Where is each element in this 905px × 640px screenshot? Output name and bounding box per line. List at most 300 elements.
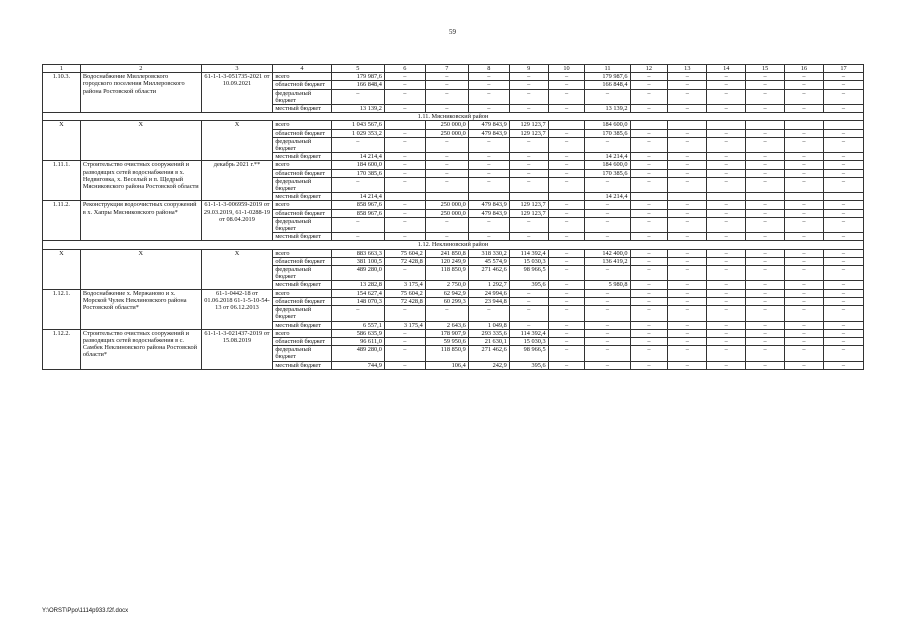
- column-number: 12: [630, 65, 668, 73]
- amount-cell: –: [384, 161, 425, 169]
- amount-cell: –: [630, 161, 668, 169]
- amount-cell: 178 907,9: [425, 329, 468, 337]
- amount-cell: –: [823, 321, 863, 329]
- amount-cell: 75 604,2: [384, 289, 425, 297]
- file-path-footer: Y:\ORST\Ppo\1114p933.f2f.docx: [42, 608, 129, 614]
- amount-cell: [468, 193, 509, 201]
- amount-cell: –: [746, 81, 785, 89]
- amount-cell: –: [785, 266, 824, 281]
- amount-cell: –: [668, 81, 707, 89]
- amount-cell: [785, 121, 824, 129]
- amount-cell: –: [785, 329, 824, 337]
- amount-cell: –: [823, 281, 863, 289]
- amount-cell: –: [384, 329, 425, 337]
- item-id: 1.11.2.: [43, 201, 81, 241]
- amount-cell: –: [468, 161, 509, 169]
- table-row: [43, 161, 864, 169]
- amount-cell: –: [425, 177, 468, 192]
- amount-cell: 114 392,4: [509, 329, 548, 337]
- amount-cell: –: [548, 177, 585, 192]
- amount-cell: –: [331, 89, 384, 104]
- amount-cell: –: [384, 361, 425, 369]
- amount-cell: –: [548, 257, 585, 265]
- amount-cell: –: [823, 217, 863, 232]
- amount-cell: –: [630, 217, 668, 232]
- amount-cell: –: [548, 321, 585, 329]
- amount-cell: –: [668, 249, 707, 257]
- amount-cell: –: [668, 233, 707, 241]
- amount-cell: 489 280,0: [331, 346, 384, 361]
- amount-cell: –: [548, 266, 585, 281]
- amount-cell: [707, 121, 746, 129]
- amount-cell: [630, 193, 668, 201]
- column-number: 5: [331, 65, 384, 73]
- item-name: Водоснабжение х. Мержаново и х. Морской Чулек Неклиновского района Ростовской области*: [80, 289, 201, 329]
- amount-cell: –: [785, 209, 824, 217]
- column-number: 10: [548, 65, 585, 73]
- amount-cell: –: [823, 337, 863, 345]
- amount-cell: –: [585, 361, 630, 369]
- section-title: 1.11. Мясниковский район: [43, 113, 864, 121]
- amount-cell: 184 600,0: [585, 121, 630, 129]
- amount-cell: –: [384, 306, 425, 321]
- amount-cell: [509, 193, 548, 201]
- amount-cell: 395,6: [509, 281, 548, 289]
- amount-cell: –: [746, 281, 785, 289]
- amount-cell: 586 635,9: [331, 329, 384, 337]
- amount-cell: –: [668, 177, 707, 192]
- amount-cell: 129 123,7: [509, 121, 548, 129]
- amount-cell: –: [707, 129, 746, 137]
- column-number: 4: [273, 65, 331, 73]
- amount-cell: –: [425, 89, 468, 104]
- amount-cell: –: [509, 161, 548, 169]
- amount-cell: –: [668, 153, 707, 161]
- amount-cell: 59 950,6: [425, 337, 468, 345]
- amount-cell: –: [585, 321, 630, 329]
- amount-cell: –: [746, 297, 785, 305]
- amount-cell: 250 000,0: [425, 209, 468, 217]
- amount-cell: 170 385,6: [585, 169, 630, 177]
- amount-cell: –: [707, 346, 746, 361]
- amount-cell: –: [707, 249, 746, 257]
- amount-cell: –: [630, 81, 668, 89]
- amount-cell: –: [785, 81, 824, 89]
- amount-cell: –: [668, 306, 707, 321]
- budget-source: областной бюджет: [273, 129, 331, 137]
- budget-source: местный бюджет: [273, 233, 331, 241]
- amount-cell: –: [707, 233, 746, 241]
- item-name: Х: [80, 249, 201, 289]
- amount-cell: –: [707, 266, 746, 281]
- amount-cell: 23 944,8: [468, 297, 509, 305]
- amount-cell: –: [548, 306, 585, 321]
- amount-cell: –: [785, 249, 824, 257]
- budget-source: местный бюджет: [273, 321, 331, 329]
- amount-cell: –: [630, 129, 668, 137]
- amount-cell: 2 750,0: [425, 281, 468, 289]
- amount-cell: –: [630, 321, 668, 329]
- amount-cell: –: [548, 209, 585, 217]
- amount-cell: –: [746, 73, 785, 81]
- amount-cell: –: [384, 217, 425, 232]
- amount-cell: 98 966,5: [509, 346, 548, 361]
- table-row: [43, 249, 864, 257]
- amount-cell: 118 850,9: [425, 346, 468, 361]
- amount-cell: –: [823, 169, 863, 177]
- amount-cell: 13 139,2: [585, 105, 630, 113]
- item-name: Строительство очистных сооружений и разводящих сетей водоснабжения в х. Недвиговка, х. Веселый и п. Щедрый Мясниковского района Ростовской области: [80, 161, 201, 201]
- amount-cell: –: [707, 73, 746, 81]
- amount-cell: –: [668, 105, 707, 113]
- item-id: 1.10.3.: [43, 73, 81, 113]
- amount-cell: 114 392,4: [509, 249, 548, 257]
- amount-cell: –: [548, 289, 585, 297]
- amount-cell: 250 000,0: [425, 129, 468, 137]
- budget-source: областной бюджет: [273, 257, 331, 265]
- amount-cell: [668, 121, 707, 129]
- amount-cell: –: [707, 137, 746, 152]
- amount-cell: 15 030,3: [509, 337, 548, 345]
- amount-cell: –: [548, 281, 585, 289]
- amount-cell: –: [630, 105, 668, 113]
- amount-cell: –: [668, 289, 707, 297]
- amount-cell: –: [746, 89, 785, 104]
- amount-cell: –: [630, 89, 668, 104]
- amount-cell: –: [823, 361, 863, 369]
- amount-cell: –: [384, 137, 425, 152]
- amount-cell: –: [668, 161, 707, 169]
- amount-cell: –: [823, 201, 863, 209]
- amount-cell: –: [509, 297, 548, 305]
- amount-cell: –: [823, 137, 863, 152]
- amount-cell: –: [785, 169, 824, 177]
- amount-cell: –: [823, 249, 863, 257]
- amount-cell: –: [384, 81, 425, 89]
- amount-cell: –: [425, 153, 468, 161]
- amount-cell: –: [468, 233, 509, 241]
- amount-cell: –: [585, 289, 630, 297]
- amount-cell: –: [509, 89, 548, 104]
- amount-cell: –: [785, 257, 824, 265]
- budget-source: областной бюджет: [273, 337, 331, 345]
- amount-cell: 883 663,3: [331, 249, 384, 257]
- item-id: 1.12.1.: [43, 289, 81, 329]
- amount-cell: [746, 121, 785, 129]
- amount-cell: –: [548, 329, 585, 337]
- amount-cell: –: [668, 329, 707, 337]
- amount-cell: –: [425, 73, 468, 81]
- amount-cell: 479 843,9: [468, 121, 509, 129]
- amount-cell: –: [585, 233, 630, 241]
- item-name: Строительство очистных сооружений и разводящих сетей водоснабжения в с. Самбек Неклиновского района Ростовской области*: [80, 329, 201, 369]
- amount-cell: [668, 193, 707, 201]
- amount-cell: 166 848,4: [331, 81, 384, 89]
- amount-cell: –: [668, 361, 707, 369]
- budget-source: федеральный бюджет: [273, 177, 331, 192]
- amount-cell: –: [509, 177, 548, 192]
- amount-cell: –: [630, 257, 668, 265]
- column-number: 9: [509, 65, 548, 73]
- amount-cell: –: [785, 306, 824, 321]
- column-number-row: [43, 65, 864, 73]
- column-number: 6: [384, 65, 425, 73]
- table-row: [43, 201, 864, 209]
- amount-cell: –: [585, 137, 630, 152]
- amount-cell: –: [668, 321, 707, 329]
- amount-cell: 72 428,8: [384, 257, 425, 265]
- amount-cell: –: [746, 153, 785, 161]
- amount-cell: –: [425, 81, 468, 89]
- amount-cell: 381 100,5: [331, 257, 384, 265]
- amount-cell: –: [548, 201, 585, 209]
- amount-cell: –: [707, 289, 746, 297]
- amount-cell: [548, 121, 585, 129]
- item-code: 61-1-1-3-006959-2019 от 29.03.2019, 61-1-0288-19 от 08.04.2019: [201, 201, 273, 241]
- amount-cell: –: [509, 169, 548, 177]
- item-id: 1.12.2.: [43, 329, 81, 369]
- amount-cell: –: [585, 201, 630, 209]
- amount-cell: –: [585, 297, 630, 305]
- amount-cell: –: [746, 361, 785, 369]
- amount-cell: –: [468, 217, 509, 232]
- amount-cell: –: [468, 306, 509, 321]
- amount-cell: 14 214,4: [331, 153, 384, 161]
- amount-cell: –: [548, 137, 585, 152]
- amount-cell: –: [746, 329, 785, 337]
- amount-cell: [785, 193, 824, 201]
- amount-cell: –: [585, 329, 630, 337]
- amount-cell: 136 419,2: [585, 257, 630, 265]
- amount-cell: –: [668, 137, 707, 152]
- amount-cell: 75 604,2: [384, 249, 425, 257]
- amount-cell: –: [585, 337, 630, 345]
- amount-cell: –: [707, 169, 746, 177]
- amount-cell: 1 043 567,6: [331, 121, 384, 129]
- budget-source: всего: [273, 161, 331, 169]
- amount-cell: 96 611,0: [331, 337, 384, 345]
- amount-cell: –: [630, 337, 668, 345]
- amount-cell: 118 850,9: [425, 266, 468, 281]
- amount-cell: –: [509, 153, 548, 161]
- amount-cell: –: [585, 306, 630, 321]
- amount-cell: –: [585, 89, 630, 104]
- amount-cell: –: [823, 129, 863, 137]
- amount-cell: –: [630, 233, 668, 241]
- amount-cell: –: [707, 297, 746, 305]
- amount-cell: –: [384, 201, 425, 209]
- amount-cell: –: [585, 346, 630, 361]
- amount-cell: –: [548, 105, 585, 113]
- amount-cell: –: [630, 266, 668, 281]
- amount-cell: [630, 121, 668, 129]
- item-id: Х: [43, 121, 81, 161]
- amount-cell: –: [468, 177, 509, 192]
- amount-cell: –: [384, 346, 425, 361]
- amount-cell: –: [630, 73, 668, 81]
- amount-cell: –: [746, 161, 785, 169]
- amount-cell: –: [331, 137, 384, 152]
- amount-cell: –: [746, 306, 785, 321]
- amount-cell: 142 400,0: [585, 249, 630, 257]
- amount-cell: –: [668, 337, 707, 345]
- amount-cell: –: [509, 233, 548, 241]
- item-id: Х: [43, 249, 81, 289]
- amount-cell: –: [785, 153, 824, 161]
- amount-cell: –: [468, 137, 509, 152]
- amount-cell: 170 385,6: [585, 129, 630, 137]
- column-number: 8: [468, 65, 509, 73]
- amount-cell: 154 627,4: [331, 289, 384, 297]
- column-number: 15: [746, 65, 785, 73]
- amount-cell: –: [384, 89, 425, 104]
- amount-cell: 13 282,8: [331, 281, 384, 289]
- budget-source: местный бюджет: [273, 361, 331, 369]
- amount-cell: –: [785, 346, 824, 361]
- amount-cell: –: [548, 233, 585, 241]
- amount-cell: –: [823, 329, 863, 337]
- amount-cell: –: [823, 153, 863, 161]
- amount-cell: –: [746, 249, 785, 257]
- amount-cell: –: [707, 217, 746, 232]
- amount-cell: –: [823, 346, 863, 361]
- amount-cell: –: [746, 137, 785, 152]
- amount-cell: –: [425, 306, 468, 321]
- amount-cell: –: [425, 233, 468, 241]
- amount-cell: –: [468, 73, 509, 81]
- amount-cell: 98 966,5: [509, 266, 548, 281]
- item-name: Х: [80, 121, 201, 161]
- amount-cell: 1 049,8: [468, 321, 509, 329]
- amount-cell: –: [630, 209, 668, 217]
- amount-cell: –: [509, 73, 548, 81]
- amount-cell: 179 987,6: [585, 73, 630, 81]
- amount-cell: –: [668, 89, 707, 104]
- amount-cell: –: [630, 306, 668, 321]
- amount-cell: –: [548, 361, 585, 369]
- section-title-row: [43, 241, 864, 249]
- amount-cell: –: [668, 129, 707, 137]
- amount-cell: 148 070,3: [331, 297, 384, 305]
- budget-source: местный бюджет: [273, 153, 331, 161]
- amount-cell: –: [668, 266, 707, 281]
- amount-cell: 72 428,8: [384, 297, 425, 305]
- amount-cell: 13 139,2: [331, 105, 384, 113]
- amount-cell: –: [509, 105, 548, 113]
- amount-cell: –: [468, 169, 509, 177]
- amount-cell: –: [585, 217, 630, 232]
- amount-cell: 21 630,1: [468, 337, 509, 345]
- amount-cell: –: [785, 233, 824, 241]
- amount-cell: –: [823, 306, 863, 321]
- amount-cell: –: [668, 73, 707, 81]
- amount-cell: 479 843,9: [468, 129, 509, 137]
- item-code: 61-1-1-3-021437-2019 от 15.08.2019: [201, 329, 273, 369]
- amount-cell: –: [548, 129, 585, 137]
- amount-cell: –: [707, 361, 746, 369]
- amount-cell: –: [468, 81, 509, 89]
- amount-cell: –: [707, 177, 746, 192]
- amount-cell: 129 123,7: [509, 209, 548, 217]
- item-code: Х: [201, 121, 273, 161]
- section-title: 1.12. Неклиновский район: [43, 241, 864, 249]
- amount-cell: –: [746, 169, 785, 177]
- amount-cell: –: [509, 217, 548, 232]
- amount-cell: 179 987,6: [331, 73, 384, 81]
- amount-cell: –: [468, 153, 509, 161]
- amount-cell: –: [707, 105, 746, 113]
- amount-cell: 14 214,4: [585, 193, 630, 201]
- amount-cell: 170 385,6: [331, 169, 384, 177]
- budget-source: федеральный бюджет: [273, 346, 331, 361]
- amount-cell: 271 462,6: [468, 266, 509, 281]
- item-name: Водоснабжение Миллеровского городского поселения Миллеровского района Ростовской области: [80, 73, 201, 113]
- amount-cell: –: [785, 105, 824, 113]
- amount-cell: –: [785, 201, 824, 209]
- amount-cell: 5 980,8: [585, 281, 630, 289]
- amount-cell: –: [785, 361, 824, 369]
- amount-cell: –: [707, 329, 746, 337]
- amount-cell: –: [823, 266, 863, 281]
- amount-cell: –: [548, 217, 585, 232]
- amount-cell: 744,9: [331, 361, 384, 369]
- amount-cell: 395,6: [509, 361, 548, 369]
- amount-cell: [548, 193, 585, 201]
- amount-cell: –: [746, 289, 785, 297]
- amount-cell: [823, 121, 863, 129]
- amount-cell: 120 249,9: [425, 257, 468, 265]
- column-number: 13: [668, 65, 707, 73]
- budget-source: федеральный бюджет: [273, 217, 331, 232]
- amount-cell: –: [785, 161, 824, 169]
- amount-cell: –: [425, 169, 468, 177]
- amount-cell: 1 029 353,2: [331, 129, 384, 137]
- budget-source: областной бюджет: [273, 209, 331, 217]
- amount-cell: –: [668, 257, 707, 265]
- budget-source: всего: [273, 201, 331, 209]
- item-name: Реконструкция водоочистных сооружений в х. Хапры Мясниковского района*: [80, 201, 201, 241]
- amount-cell: 1 292,7: [468, 281, 509, 289]
- amount-cell: –: [707, 281, 746, 289]
- budget-source: всего: [273, 329, 331, 337]
- amount-cell: [384, 193, 425, 201]
- amount-cell: –: [468, 89, 509, 104]
- amount-cell: –: [823, 177, 863, 192]
- amount-cell: –: [707, 153, 746, 161]
- table-row: [43, 121, 864, 129]
- amount-cell: –: [707, 321, 746, 329]
- budget-source: областной бюджет: [273, 81, 331, 89]
- amount-cell: –: [823, 233, 863, 241]
- amount-cell: 858 967,6: [331, 209, 384, 217]
- amount-cell: –: [585, 177, 630, 192]
- amount-cell: –: [630, 361, 668, 369]
- budget-source: местный бюджет: [273, 105, 331, 113]
- amount-cell: –: [746, 177, 785, 192]
- amount-cell: –: [785, 177, 824, 192]
- amount-cell: 129 123,7: [509, 129, 548, 137]
- amount-cell: –: [823, 257, 863, 265]
- amount-cell: –: [630, 153, 668, 161]
- amount-cell: –: [668, 346, 707, 361]
- budget-table: [42, 64, 864, 370]
- amount-cell: –: [630, 281, 668, 289]
- amount-cell: –: [785, 73, 824, 81]
- amount-cell: –: [548, 337, 585, 345]
- amount-cell: –: [746, 217, 785, 232]
- amount-cell: 15 030,3: [509, 257, 548, 265]
- amount-cell: –: [630, 177, 668, 192]
